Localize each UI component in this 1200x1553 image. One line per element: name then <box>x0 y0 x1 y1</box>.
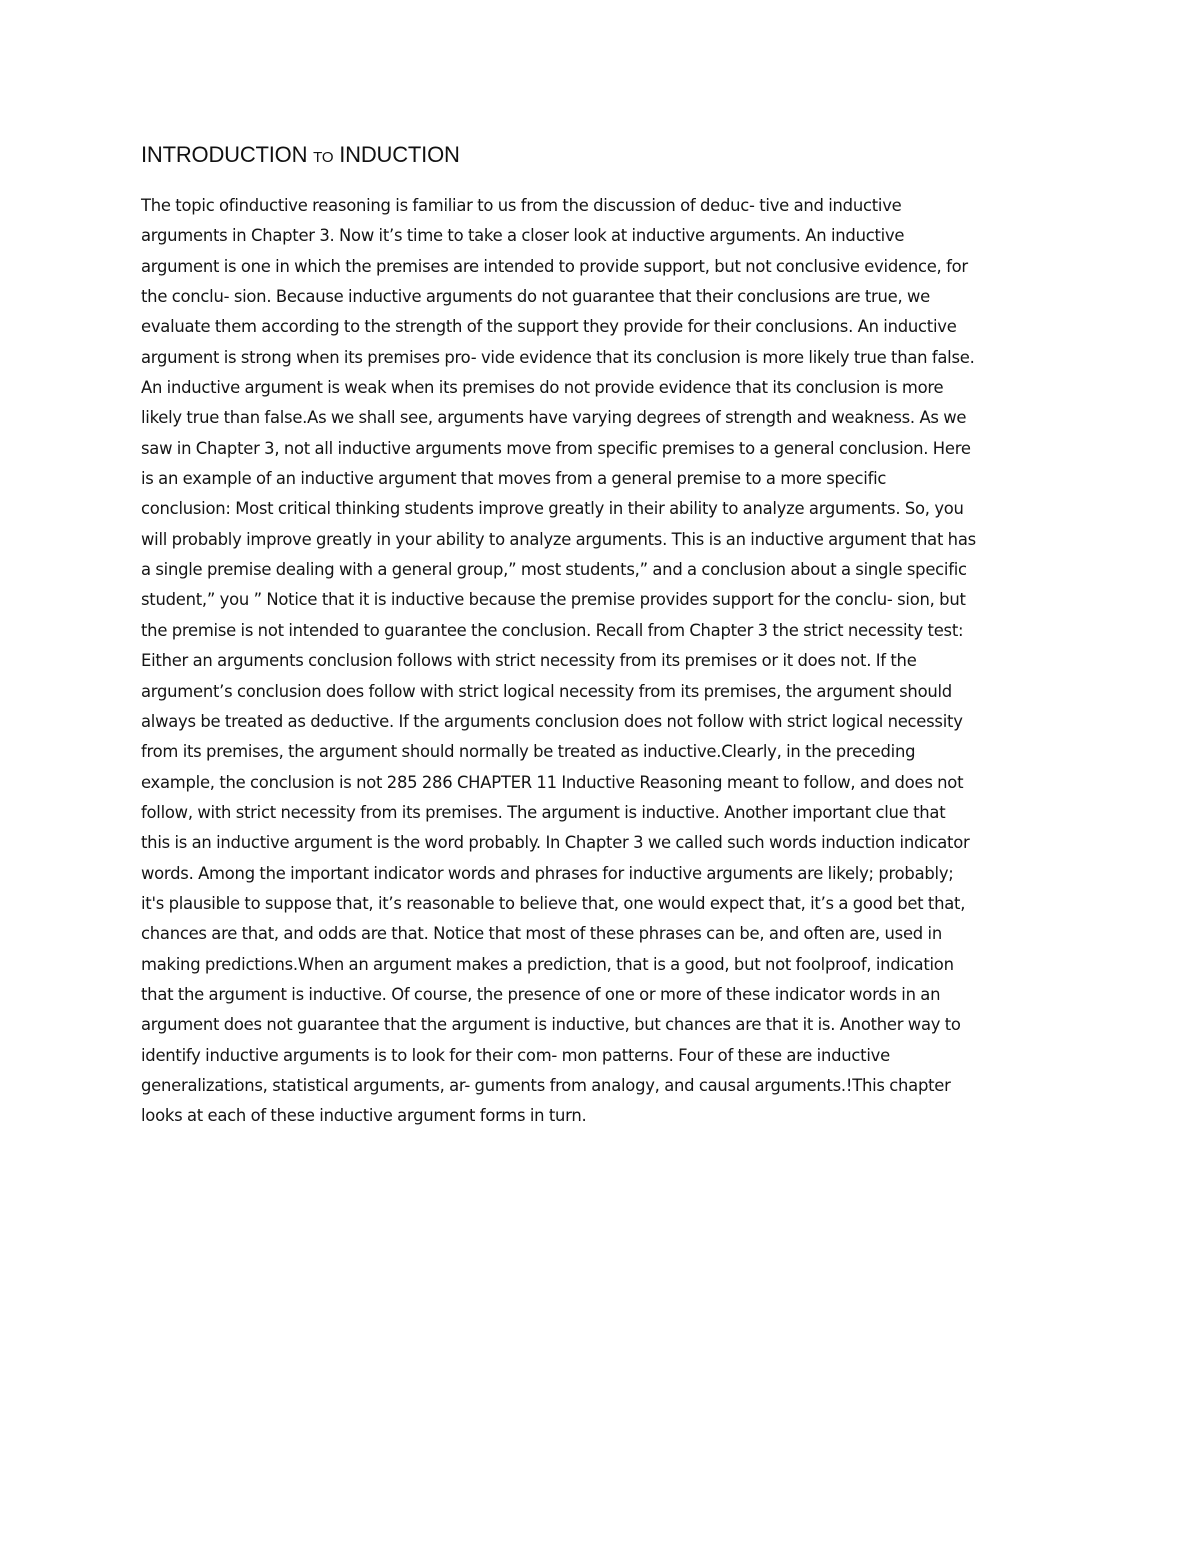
paragraph-line: it's plausible to suppose that, it’s reasonable to believe that, one would expect that, it’s a good bet that, <box>141 893 966 913</box>
paragraph-line: An inductive argument is weak when its premises do not provide evidence that its conclusion is more <box>141 378 944 398</box>
paragraph-line: looks at each of these inductive argument forms in turn. <box>141 1106 587 1126</box>
paragraph-line: will probably improve greatly in your ability to analyze arguments. This is an inductive argument that has <box>141 529 976 549</box>
paragraph-line: argument’s conclusion does follow with strict logical necessity from its premises, the argument should <box>141 681 952 701</box>
paragraph-line: the premise is not intended to guarantee the conclusion. Recall from Chapter 3 the strict necessity test: <box>141 620 964 640</box>
paragraph-line: that the argument is inductive. Of course, the presence of one or more of these indicator words in an <box>141 984 941 1004</box>
paragraph-line: always be treated as deductive. If the arguments conclusion does not follow with strict logical necessity <box>141 711 963 731</box>
document-title <box>141 141 460 172</box>
paragraph-line: saw in Chapter 3, not all inductive arguments move from specific premises to a general conclusion. Here <box>141 438 971 458</box>
paragraph-line: evaluate them according to the strength of the support they provide for their conclusions. An inductive <box>141 317 957 337</box>
paragraph-line: follow, with strict necessity from its premises. The argument is inductive. Another important clue that <box>141 802 946 822</box>
paragraph-line: identify inductive arguments is to look for their com- mon patterns. Four of these are inductive <box>141 1045 890 1065</box>
title-connector: TO <box>313 149 334 166</box>
paragraph-line: The topic ofinductive reasoning is familiar to us from the discussion of deduc- tive and inductive <box>141 196 902 215</box>
body-paragraph <box>141 191 1061 1132</box>
paragraph-line: chances are that, and odds are that. Notice that most of these phrases can be, and often are, used in <box>141 924 942 944</box>
paragraph-line: example, the conclusion is not 285 286 CHAPTER 11 Inductive Reasoning meant to follow, and does not <box>141 772 964 792</box>
paragraph-line: this is an inductive argument is the word probably. In Chapter 3 we called such words induction indicator <box>141 833 970 853</box>
paragraph-line: Either an arguments conclusion follows with strict necessity from its premises or it does not. If the <box>141 651 917 671</box>
paragraph-line: words. Among the important indicator words and phrases for inductive arguments are likely; probably; <box>141 863 954 883</box>
paragraph-line: arguments in Chapter 3. Now it’s time to take a closer look at inductive arguments. An inductive <box>141 226 905 246</box>
paragraph-line: a single premise dealing with a general group,” most students,” and a conclusion about a single specific <box>141 560 967 580</box>
paragraph-line: student,” you ” Notice that it is inductive because the premise provides support for the conclu- sion, but <box>141 590 966 610</box>
paragraph-line: argument is strong when its premises pro- vide evidence that its conclusion is more likely true than false. <box>141 347 975 367</box>
paragraph-line: generalizations, statistical arguments, ar- guments from analogy, and causal arguments.!This chapter <box>141 1075 951 1095</box>
paragraph-line: is an example of an inductive argument that moves from a general premise to a more specific <box>141 469 887 489</box>
paragraph-line: argument does not guarantee that the argument is inductive, but chances are that it is. Another way to <box>141 1015 961 1035</box>
paragraph-line: likely true than false.As we shall see, arguments have varying degrees of strength and weakness. As we <box>141 408 967 428</box>
paragraph-line: making predictions.When an argument makes a prediction, that is a good, but not foolproof, indication <box>141 954 954 974</box>
title-suffix: INDUCTION <box>333 142 460 167</box>
paragraph-line: conclusion: Most critical thinking students improve greatly in their ability to analyze arguments. So, you <box>141 499 964 519</box>
paragraph-line: argument is one in which the premises are intended to provide support, but not conclusive evidence, for <box>141 256 968 276</box>
paragraph-line: from its premises, the argument should normally be treated as inductive.Clearly, in the preceding <box>141 742 916 762</box>
title-prefix: INTRODUCTION <box>141 142 314 167</box>
paragraph-line: the conclu- sion. Because inductive arguments do not guarantee that their conclusions are true, we <box>141 287 930 307</box>
